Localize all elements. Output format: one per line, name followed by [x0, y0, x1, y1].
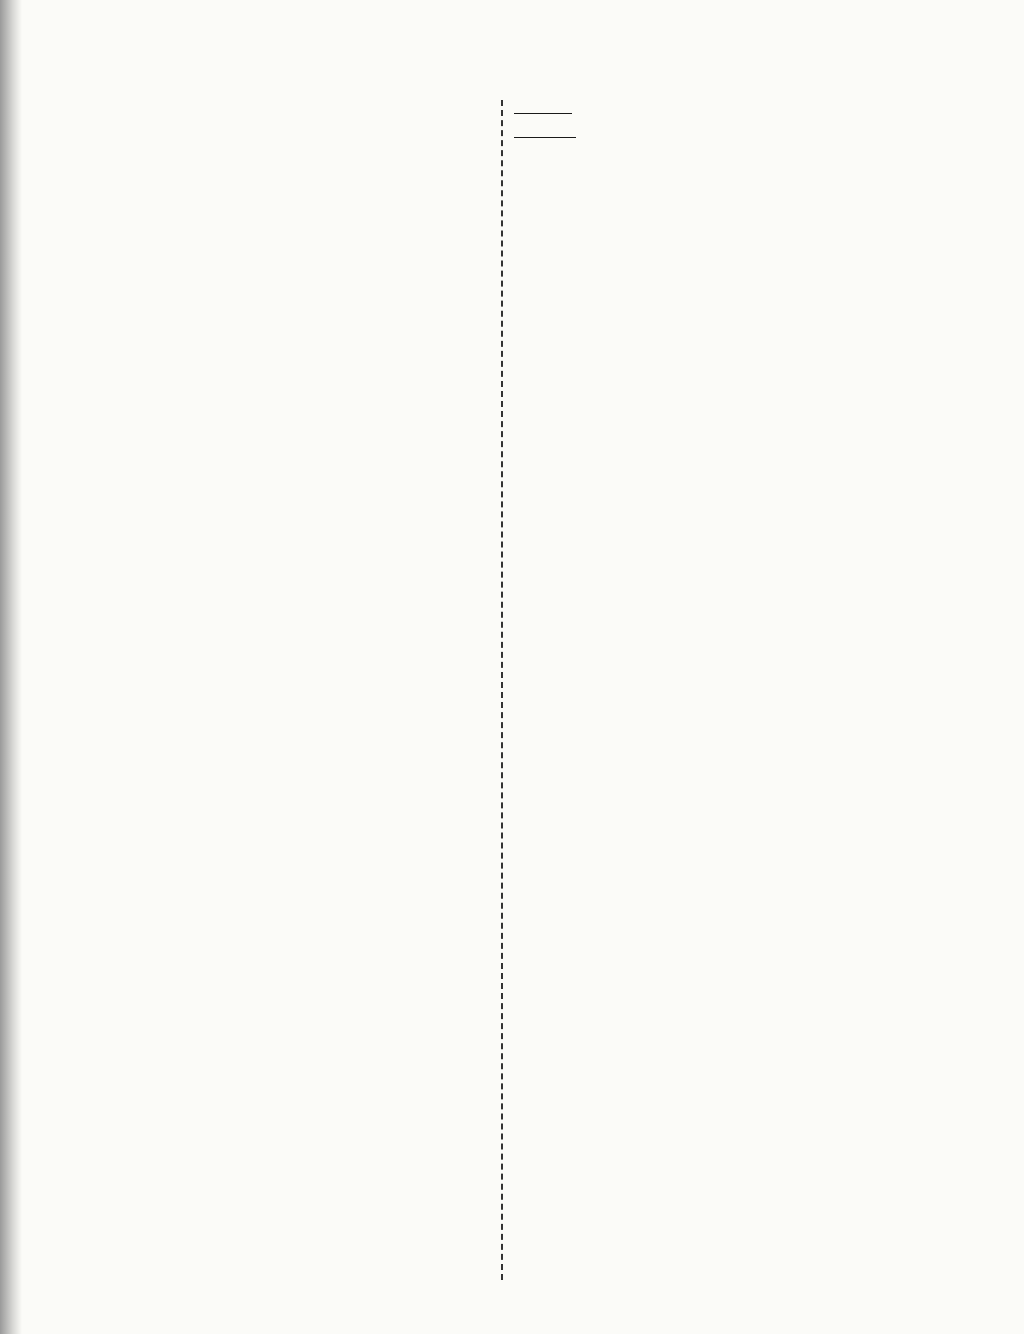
text-line-with-blank: [510, 122, 928, 146]
left-column: [92, 98, 492, 120]
right-column: [510, 98, 928, 146]
text-line-with-blank: [510, 98, 928, 122]
watermark-text: [151, 283, 910, 877]
page-edge-shadow: [0, 0, 22, 1334]
blank: [514, 113, 572, 114]
column-divider: [501, 100, 503, 1280]
blank: [514, 137, 576, 138]
